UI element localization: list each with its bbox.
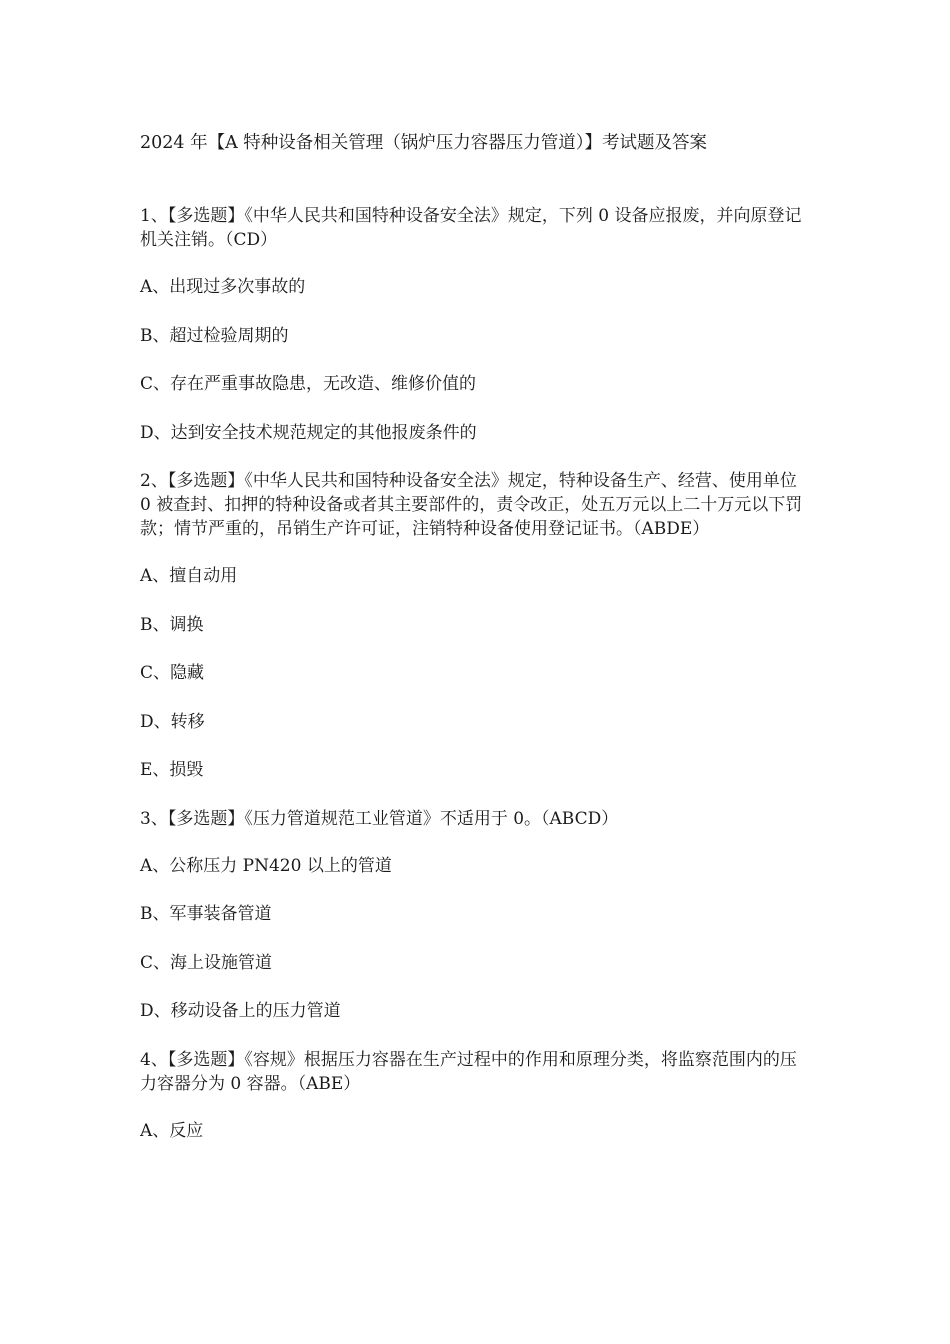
question-text: 1、【多选题】《中华人民共和国特种设备安全法》规定，下列 0 设备应报废，并向原登记机关注销。（CD） — [140, 206, 802, 250]
option-item: D、移动设备上的压力管道 — [140, 1001, 341, 1021]
option-item: A、公称压力 PN420 以上的管道 — [140, 855, 392, 876]
option-item: D、达到安全技术规范规定的其他报废条件的 — [140, 422, 477, 443]
option-item: E、损毁 — [140, 760, 204, 780]
question-1 — [140, 204, 810, 445]
question-text: 2、【多选题】《中华人民共和国特种设备安全法》规定，特种设备生产、经营、使用单位 0 被查封、扣押的特种设备或者其主要部件的，责令改正，处五万元以上二十万元以下罚款；情节严重的，吊销生产许可证，注销特种设备使用登记证书。（ABDE） — [140, 471, 803, 539]
document-page — [140, 128, 810, 1167]
question-text: 3、【多选题】《压力管道规范工业管道》不适用于 0。（ABCD） — [140, 808, 619, 829]
question-4 — [140, 1048, 810, 1143]
option-item: D、转移 — [140, 711, 205, 732]
option-item: C、海上设施管道 — [140, 952, 273, 973]
option-item: C、存在严重事故隐患，无改造、维修价值的 — [140, 374, 477, 394]
question-text: 4、【多选题】《容规》根据压力容器在生产过程中的作用和原理分类，将监察范围内的压力容器分为 0 容器。（ABE） — [140, 1049, 797, 1094]
document-title: 2024 年【A 特种设备相关管理（锅炉压力容器压力管道）】考试题及答案 — [140, 133, 708, 153]
option-item: C、隐藏 — [140, 663, 205, 683]
option-item: B、军事装备管道 — [140, 904, 272, 924]
question-2 — [140, 469, 810, 782]
option-item: A、反应 — [140, 1120, 204, 1141]
option-item: A、出现过多次事故的 — [140, 277, 306, 297]
question-3 — [140, 807, 810, 1024]
option-item: A、擅自动用 — [140, 566, 238, 586]
option-item: B、调换 — [140, 614, 204, 635]
option-item: B、超过检验周期的 — [140, 325, 289, 346]
